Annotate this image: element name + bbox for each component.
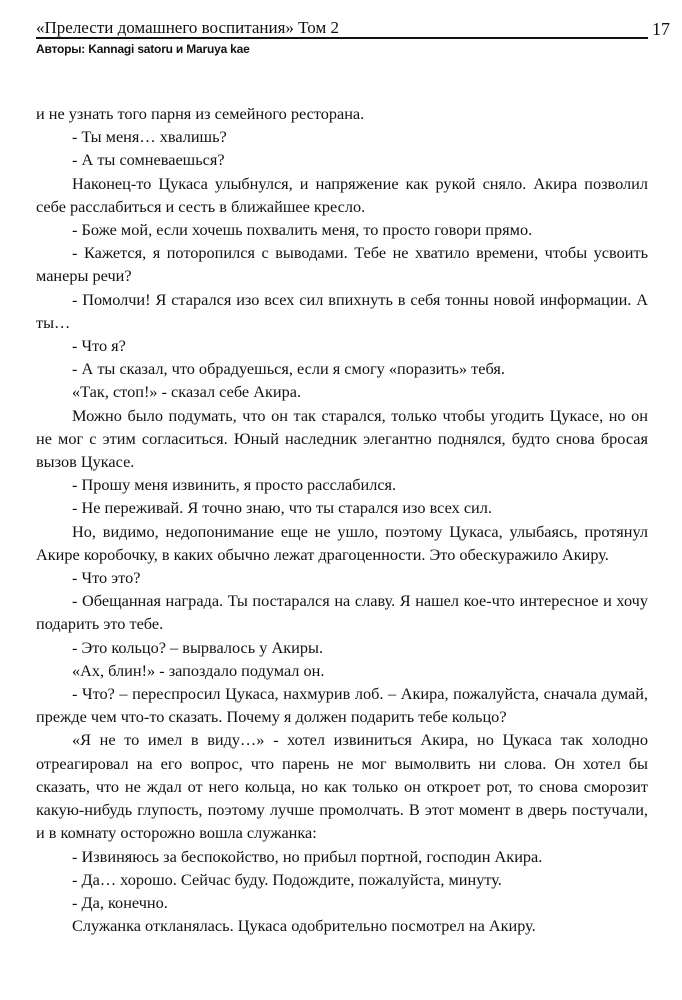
page-number: 17	[652, 19, 670, 39]
paragraph: - А ты сказал, что обрадуешься, если я смогу «поразить» тебя.	[72, 359, 505, 379]
authors-line: Авторы: Kannagi satoru и Maruya kae	[36, 42, 250, 56]
paragraph: - Обещанная награда. Ты постарался на славу. Я нашел кое-что интересное и хочу подарить это тебе.	[36, 591, 648, 634]
paragraph: - Кажется, я поторопился с выводами. Тебе не хватило времени, чтобы усвоить манеры речи?	[36, 243, 648, 286]
paragraph: - Не переживай. Я точно знаю, что ты старался изо всех сил.	[72, 498, 492, 518]
paragraph: Наконец-то Цукаса улыбнулся, и напряжение как рукой сняло. Акира позволил себе расслабиться и сесть в ближайшее кресло.	[36, 173, 648, 216]
paragraph: «Я не то имел в виду…» - хотел извиниться Акира, но Цукаса так холодно отреагировал на его вопрос, что парень не мог вымолвить ни слова. Он хотел бы сказать, что не ждал от него кольца, но как только он откроет рот, то снова сморозит какую-нибудь глупость, поэтому лучше промолчать. В этот момент в дверь постучали, и в комнату осторожно вошла служанка:	[36, 730, 648, 843]
paragraph: Служанка откланялась. Цукаса одобрительно посмотрел на Акиру.	[72, 916, 536, 936]
paragraph: - Что это?	[72, 568, 141, 588]
page-body	[36, 102, 648, 937]
paragraph: Но, видимо, недопонимание еще не ушло, поэтому Цукаса, улыбаясь, протянул Акире коробочку, в каких обычно лежат драгоценности. Это обескуражило Акиру.	[36, 521, 648, 564]
paragraph: - Боже мой, если хочешь похвалить меня, то просто говори прямо.	[72, 220, 533, 240]
paragraph: Можно было подумать, что он так старался, только чтобы угодить Цукасе, но он не мог с этим согласиться. Юный наследник элегантно поднялся, будто снова бросая вызов Цукасе.	[36, 405, 648, 472]
paragraph: «Ах, блин!» - запоздало подумал он.	[72, 660, 325, 680]
paragraph: - Ты меня… хвалишь?	[72, 127, 227, 147]
paragraph: - А ты сомневаешься?	[72, 150, 225, 170]
paragraph: - Да, конечно.	[72, 892, 168, 912]
paragraph: - Прошу меня извинить, я просто расслабился.	[72, 475, 397, 495]
paragraph: и не узнать того парня из семейного ресторана.	[36, 104, 365, 123]
running-header	[36, 18, 648, 56]
header-rule	[36, 37, 648, 39]
paragraph: - Что я?	[72, 336, 126, 356]
book-title: «Прелести домашнего воспитания» Том 2	[36, 18, 339, 37]
paragraph: «Так, стоп!» - сказал себе Акира.	[72, 382, 302, 402]
paragraph: - Что? – переспросил Цукаса, нахмурив лоб. – Акира, пожалуйста, сначала думай, прежде чем что-то сказать. Почему я должен подарить тебе кольцо?	[36, 684, 648, 727]
paragraph: - Помолчи! Я старался изо всех сил впихнуть в себя тонны новой информации. А ты…	[36, 289, 648, 332]
paragraph: - Извиняюсь за беспокойство, но прибыл портной, господин Акира.	[72, 846, 543, 866]
paragraph: - Это кольцо? – вырвалось у Акиры.	[72, 637, 324, 657]
paragraph: - Да… хорошо. Сейчас буду. Подождите, пожалуйста, минуту.	[72, 869, 502, 889]
